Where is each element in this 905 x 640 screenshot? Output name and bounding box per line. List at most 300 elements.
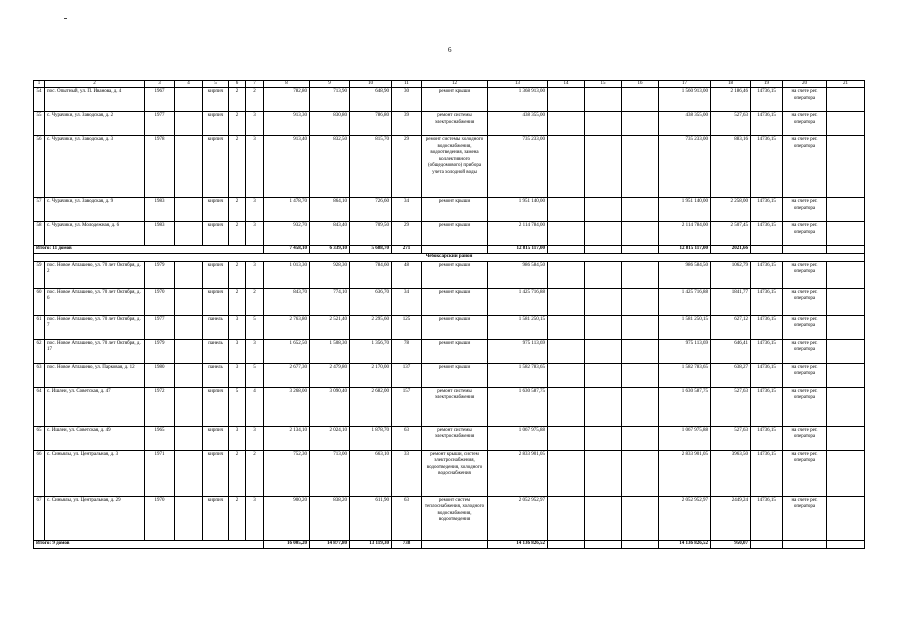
- total-area-cell: 3 268,00: [264, 387, 310, 426]
- empty-cell: [827, 540, 865, 548]
- address-cell: с. Синьялы, ул. Центральная, д. 3: [45, 450, 145, 496]
- cost-cell: 1 582 783,65: [488, 363, 548, 387]
- living-area-cell: 832,50: [310, 136, 350, 198]
- work-type-cell: ремонт системы электроснабжения: [422, 387, 488, 426]
- empty-cell: [751, 246, 783, 254]
- year-cell: 1977: [145, 315, 175, 339]
- residential-area-cell: 636,70: [350, 288, 392, 315]
- residents-cell: 34: [392, 198, 422, 222]
- empty-cell: [548, 261, 585, 288]
- empty-cell: [827, 426, 865, 450]
- living-area-cell: 2 521,40: [310, 315, 350, 339]
- floors-cell: 2: [229, 222, 246, 246]
- limit-cost-cell: 14736,15: [751, 198, 783, 222]
- cost-per-m2-cell: 2 258,00: [711, 198, 751, 222]
- cost-cell: 1 067 975,88: [488, 426, 548, 450]
- column-number-cell: 15: [585, 81, 622, 88]
- empty-cell: [175, 450, 203, 496]
- empty-cell: [548, 88, 585, 112]
- row-number: 63: [34, 363, 45, 387]
- residential-area-cell: 648,90: [350, 88, 392, 112]
- entrances-cell: 3: [246, 426, 264, 450]
- living-area-sum: 14 877,80: [310, 540, 350, 548]
- table-row: [34, 88, 865, 112]
- table-row: [34, 450, 865, 496]
- living-area-cell: 838,20: [310, 496, 350, 540]
- empty-cell: [585, 88, 622, 112]
- residential-area-cell: 786,80: [350, 112, 392, 136]
- row-number: 61: [34, 315, 45, 339]
- column-number-cell: 2: [45, 81, 145, 88]
- empty-cell: [827, 198, 865, 222]
- address-cell: с. Чурачики, ул. Заводская, д. 9: [45, 198, 145, 222]
- year-cell: 1972: [145, 387, 175, 426]
- living-area-cell: 830,80: [310, 112, 350, 136]
- row-number: 60: [34, 288, 45, 315]
- empty-cell: [175, 339, 203, 363]
- empty-cell: [827, 288, 865, 315]
- cost-sum: 12 815 117,00: [488, 246, 548, 254]
- total-cost-cell: 735 233,00: [659, 136, 711, 198]
- total-area-cell: 752,30: [264, 450, 310, 496]
- address-cell: пос. Новое Атлашево, ул. Парковая, д. 12: [45, 363, 145, 387]
- empty-cell: [548, 450, 585, 496]
- empty-cell: [622, 288, 659, 315]
- cost-per-m2-cell: 2449,24: [711, 496, 751, 540]
- cost-per-m2-cell: 527,63: [711, 387, 751, 426]
- empty-cell: [548, 246, 585, 254]
- wall-material-cell: кирпич: [203, 261, 229, 288]
- wall-material-cell: панель: [203, 339, 229, 363]
- empty-cell: [585, 387, 622, 426]
- column-number-cell: 1: [34, 81, 45, 88]
- empty-cell: [827, 450, 865, 496]
- limit-cost-cell: 14736,15: [751, 288, 783, 315]
- address-cell: с. Чурачики, ул. Заводская, д. 3: [45, 136, 145, 198]
- work-type-cell: ремонт крыши: [422, 363, 488, 387]
- total-area-cell: 2 763,80: [264, 315, 310, 339]
- residents-cell: 30: [392, 88, 422, 112]
- cost-per-m2-cell: 527,63: [711, 112, 751, 136]
- cost-per-m2-cell: 627,12: [711, 315, 751, 339]
- address-cell: пос. Новое Атлашево, ул. 70 лет Октября, д. 6: [45, 288, 145, 315]
- empty-cell: [585, 261, 622, 288]
- empty-cell: [175, 426, 203, 450]
- empty-cell: [548, 426, 585, 450]
- table-row: [34, 315, 865, 339]
- residents-sum: 738: [392, 540, 422, 548]
- living-area-cell: 864,10: [310, 198, 350, 222]
- row-number: 65: [34, 426, 45, 450]
- residents-cell: 34: [392, 288, 422, 315]
- floors-cell: 3: [229, 315, 246, 339]
- living-area-cell: 2 479,80: [310, 363, 350, 387]
- total-label: Итого: 9 домов: [34, 540, 264, 548]
- address-cell: с. Чурачики, ул. Заводская, д. 2: [45, 112, 145, 136]
- empty-cell: [585, 339, 622, 363]
- residential-area-cell: 2 170,00: [350, 363, 392, 387]
- column-number-cell: 6: [229, 81, 246, 88]
- cost-per-m2-cell: 2 186,46: [711, 88, 751, 112]
- total-cost-cell: 1 582 783,65: [659, 363, 711, 387]
- empty-cell: [827, 88, 865, 112]
- residents-cell: 63: [392, 426, 422, 450]
- residential-area-cell: 815,70: [350, 136, 392, 198]
- address-cell: пос. Новое Атлашево, ул. 70 лет Октября, д. 7: [45, 315, 145, 339]
- empty-cell: [175, 198, 203, 222]
- empty-cell: [827, 496, 865, 540]
- empty-cell: [622, 222, 659, 246]
- residential-area-cell: 1 356,70: [350, 339, 392, 363]
- empty-cell: [622, 450, 659, 496]
- floors-cell: 2: [229, 112, 246, 136]
- column-number-row: [34, 81, 865, 88]
- row-number: 66: [34, 450, 45, 496]
- total-area-sum: 16 005,20: [264, 540, 310, 548]
- empty-cell: [827, 136, 865, 198]
- residents-cell: 48: [392, 261, 422, 288]
- empty-cell: [585, 315, 622, 339]
- year-cell: 1967: [145, 88, 175, 112]
- column-number-cell: 21: [827, 81, 865, 88]
- residents-cell: 125: [392, 315, 422, 339]
- limit-cost-cell: 14736,15: [751, 222, 783, 246]
- table-row: [34, 112, 865, 136]
- living-area-sum: 6 339,10: [310, 246, 350, 254]
- column-number-cell: 4: [175, 81, 203, 88]
- column-number-cell: 13: [488, 81, 548, 88]
- living-area-cell: 713,90: [310, 88, 350, 112]
- empty-cell: [585, 198, 622, 222]
- entrances-cell: 3: [246, 198, 264, 222]
- empty-cell: [585, 426, 622, 450]
- row-number: 55: [34, 112, 45, 136]
- residential-area-cell: 1 878,70: [350, 426, 392, 450]
- empty-cell: [175, 496, 203, 540]
- empty-cell: [827, 387, 865, 426]
- work-type-cell: ремонт системы электроснабжения: [422, 426, 488, 450]
- floors-cell: 2: [229, 136, 246, 198]
- entrances-cell: 4: [246, 387, 264, 426]
- work-type-cell: ремонт крыши: [422, 339, 488, 363]
- empty-cell: [827, 246, 865, 254]
- total-cost-cell: 1 581 250,15: [659, 315, 711, 339]
- empty-cell: [175, 288, 203, 315]
- row-number: 54: [34, 88, 45, 112]
- empty-cell: [585, 246, 622, 254]
- floors-cell: 3: [229, 363, 246, 387]
- residential-area-cell: 611,90: [350, 496, 392, 540]
- cost-per-m2-cell: 3963,50: [711, 450, 751, 496]
- table-row: [34, 496, 865, 540]
- empty-cell: [548, 198, 585, 222]
- table-body: [34, 81, 865, 549]
- work-type-cell: ремонт крыши: [422, 315, 488, 339]
- column-number-cell: 17: [659, 81, 711, 88]
- empty-cell: [622, 339, 659, 363]
- entrances-cell: 5: [246, 363, 264, 387]
- residents-cell: 63: [392, 496, 422, 540]
- limit-cost-cell: 14736,15: [751, 112, 783, 136]
- table-row: [34, 288, 865, 315]
- column-number-cell: 9: [310, 81, 350, 88]
- total-row: [34, 246, 865, 254]
- total-area-cell: 1 652,50: [264, 339, 310, 363]
- year-cell: 1983: [145, 222, 175, 246]
- scan-speck: [64, 18, 67, 19]
- empty-cell: [783, 246, 827, 254]
- empty-cell: [622, 88, 659, 112]
- entrances-cell: 3: [246, 339, 264, 363]
- fund-method-cell: на счете рег. оператора: [783, 112, 827, 136]
- wall-material-cell: кирпич: [203, 288, 229, 315]
- empty-cell: [622, 136, 659, 198]
- total-area-cell: 1 013,30: [264, 261, 310, 288]
- cost-cell: 1 581 250,15: [488, 315, 548, 339]
- empty-cell: [548, 222, 585, 246]
- residential-area-sum: 13 119,30: [350, 540, 392, 548]
- living-area-cell: 3 090,40: [310, 387, 350, 426]
- limit-cost-cell: 14736,15: [751, 387, 783, 426]
- living-area-cell: 774,10: [310, 288, 350, 315]
- empty-cell: [585, 112, 622, 136]
- wall-material-cell: кирпич: [203, 88, 229, 112]
- total-area-cell: 932,70: [264, 222, 310, 246]
- total-area-cell: 913,30: [264, 112, 310, 136]
- empty-cell: [548, 112, 585, 136]
- total-area-cell: 782,80: [264, 88, 310, 112]
- floors-cell: 2: [229, 261, 246, 288]
- row-number: 56: [34, 136, 45, 198]
- residents-cell: 78: [392, 339, 422, 363]
- cost-cell: 2 833 901,05: [488, 450, 548, 496]
- work-type-cell: ремонт крыши, систем электроснабжения, водоотведения, холодного водоснабжения: [422, 450, 488, 496]
- empty-cell: [585, 136, 622, 198]
- empty-cell: [548, 496, 585, 540]
- fund-method-cell: на счете рег. оператора: [783, 426, 827, 450]
- entrances-cell: 3: [246, 222, 264, 246]
- fund-method-cell: на счете рег. оператора: [783, 339, 827, 363]
- limit-cost-cell: 14736,15: [751, 261, 783, 288]
- limit-cost-cell: 14736,15: [751, 363, 783, 387]
- empty-cell: [622, 261, 659, 288]
- total-cost-cell: 975 113,69: [659, 339, 711, 363]
- year-cell: 1979: [145, 261, 175, 288]
- column-number-cell: 19: [751, 81, 783, 88]
- entrances-cell: 3: [246, 112, 264, 136]
- total-cost-cell: 1 951 140,00: [659, 198, 711, 222]
- table-row: [34, 363, 865, 387]
- column-number-cell: 12: [422, 81, 488, 88]
- empty-cell: [585, 222, 622, 246]
- empty-cell: [622, 496, 659, 540]
- total-cost-cell: 1 560 913,00: [659, 88, 711, 112]
- address-cell: с. Чурачики, ул. Молодежная, д. 6: [45, 222, 145, 246]
- entrances-cell: 3: [246, 136, 264, 198]
- column-number-cell: 11: [392, 81, 422, 88]
- total-area-cell: 900,20: [264, 496, 310, 540]
- total-area-cell: 2 134,10: [264, 426, 310, 450]
- total-cost-cell: 2 052 952,97: [659, 496, 711, 540]
- empty-cell: [751, 540, 783, 548]
- row-number: 64: [34, 387, 45, 426]
- floors-cell: 2: [229, 198, 246, 222]
- empty-cell: [175, 261, 203, 288]
- work-type-cell: ремонт крыши: [422, 198, 488, 222]
- work-type-cell: ремонт крыши: [422, 288, 488, 315]
- address-cell: с. Синьялы, ул. Центральная, д. 29: [45, 496, 145, 540]
- address-cell: пос. Опытный, ул. П. Иванова, д. 4: [45, 88, 145, 112]
- total-label: Итого: 11 домов: [34, 246, 264, 254]
- empty-cell: [827, 339, 865, 363]
- table-row: [34, 198, 865, 222]
- cost-per-m2-avg: 950,07: [711, 540, 751, 548]
- wall-material-cell: панель: [203, 315, 229, 339]
- cost-cell: 735 233,00: [488, 136, 548, 198]
- limit-cost-cell: 14736,15: [751, 136, 783, 198]
- work-type-cell: ремонт крыши: [422, 88, 488, 112]
- entrances-cell: 3: [246, 261, 264, 288]
- living-area-cell: 2 024,10: [310, 426, 350, 450]
- total-cost-cell: 1 630 587,75: [659, 387, 711, 426]
- residents-cell: 39: [392, 112, 422, 136]
- total-cost-cell: 2 833 901,05: [659, 450, 711, 496]
- living-area-cell: 1 508,30: [310, 339, 350, 363]
- entrances-cell: 2: [246, 288, 264, 315]
- table-row: [34, 387, 865, 426]
- capital-repair-table: [33, 80, 865, 549]
- empty-cell: [175, 88, 203, 112]
- cost-cell: 2 114 784,00: [488, 222, 548, 246]
- wall-material-cell: кирпич: [203, 222, 229, 246]
- work-type-cell: ремонт крыши: [422, 261, 488, 288]
- work-type-cell: ремонт крыши: [422, 222, 488, 246]
- cost-per-m2-cell: 1841,77: [711, 288, 751, 315]
- floors-cell: 2: [229, 450, 246, 496]
- empty-cell: [827, 363, 865, 387]
- residents-cell: 33: [392, 450, 422, 496]
- year-cell: 1970: [145, 288, 175, 315]
- fund-method-cell: на счете рег. оператора: [783, 363, 827, 387]
- entrances-cell: 2: [246, 450, 264, 496]
- fund-method-cell: на счете рег. оператора: [783, 450, 827, 496]
- floors-cell: 2: [229, 88, 246, 112]
- wall-material-cell: кирпич: [203, 198, 229, 222]
- limit-cost-cell: 14736,15: [751, 426, 783, 450]
- wall-material-cell: кирпич: [203, 112, 229, 136]
- empty-cell: [827, 222, 865, 246]
- wall-material-cell: кирпич: [203, 387, 229, 426]
- empty-cell: [585, 288, 622, 315]
- wall-material-cell: кирпич: [203, 136, 229, 198]
- total-area-sum: 7 458,10: [264, 246, 310, 254]
- total-row: [34, 540, 865, 548]
- floors-cell: 3: [229, 339, 246, 363]
- year-cell: 1970: [145, 496, 175, 540]
- floors-cell: 2: [229, 288, 246, 315]
- total-cost-cell: 986 584,50: [659, 261, 711, 288]
- living-area-cell: 928,30: [310, 261, 350, 288]
- cost-cell: 438 355,00: [488, 112, 548, 136]
- total-cost-cell: 2 114 784,00: [659, 222, 711, 246]
- empty-cell: [783, 540, 827, 548]
- cost-cell: 1 368 913,00: [488, 88, 548, 112]
- empty-cell: [827, 112, 865, 136]
- total-cost-sum: 12 815 117,00: [659, 246, 711, 254]
- row-number: 59: [34, 261, 45, 288]
- empty-cell: [622, 198, 659, 222]
- total-cost-cell: 1 067 975,88: [659, 426, 711, 450]
- wall-material-cell: кирпич: [203, 426, 229, 450]
- total-area-cell: 1 478,70: [264, 198, 310, 222]
- entrances-cell: 5: [246, 315, 264, 339]
- district-heading-row: [34, 254, 865, 262]
- limit-cost-cell: 14736,15: [751, 315, 783, 339]
- empty-cell: [175, 363, 203, 387]
- table-row: [34, 261, 865, 288]
- empty-cell: [622, 363, 659, 387]
- fund-method-cell: на счете рег. оператора: [783, 288, 827, 315]
- column-number-cell: 10: [350, 81, 392, 88]
- cost-sum: 14 136 826,52: [488, 540, 548, 548]
- wall-material-cell: кирпич: [203, 496, 229, 540]
- row-number: 57: [34, 198, 45, 222]
- fund-method-cell: на счете рег. оператора: [783, 387, 827, 426]
- year-cell: 1979: [145, 339, 175, 363]
- empty-cell: [622, 112, 659, 136]
- wall-material-cell: кирпич: [203, 450, 229, 496]
- address-cell: с. Ишлеи, ул. Советская, д. 49: [45, 426, 145, 450]
- floors-cell: 3: [229, 426, 246, 450]
- year-cell: 1983: [145, 198, 175, 222]
- cost-cell: 1 951 140,00: [488, 198, 548, 222]
- work-type-cell: ремонт системы электроснабжения: [422, 112, 488, 136]
- empty-cell: [175, 315, 203, 339]
- empty-cell: [422, 246, 488, 254]
- total-area-cell: 2 677,30: [264, 363, 310, 387]
- table-row: [34, 136, 865, 198]
- column-number-cell: 3: [145, 81, 175, 88]
- column-number-cell: 8: [264, 81, 310, 88]
- cost-per-m2-cell: 638,27: [711, 363, 751, 387]
- fund-method-cell: на счете рег. оператора: [783, 198, 827, 222]
- total-area-cell: 843,70: [264, 288, 310, 315]
- empty-cell: [548, 315, 585, 339]
- fund-method-cell: на счете рег. оператора: [783, 496, 827, 540]
- column-number-cell: 16: [622, 81, 659, 88]
- empty-cell: [422, 540, 488, 548]
- residents-sum: 271: [392, 246, 422, 254]
- table-row: [34, 222, 865, 246]
- empty-cell: [585, 496, 622, 540]
- empty-cell: [585, 363, 622, 387]
- empty-cell: [548, 288, 585, 315]
- empty-cell: [585, 540, 622, 548]
- cost-cell: 1 630 587,75: [488, 387, 548, 426]
- limit-cost-cell: 14736,15: [751, 339, 783, 363]
- limit-cost-cell: 14736,15: [751, 496, 783, 540]
- page-number: 6: [448, 46, 452, 54]
- cost-per-m2-cell: 527,63: [711, 426, 751, 450]
- table-row: [34, 339, 865, 363]
- residential-area-cell: 2 295,60: [350, 315, 392, 339]
- year-cell: 1980: [145, 363, 175, 387]
- residents-cell: 137: [392, 363, 422, 387]
- cost-cell: 986 584,50: [488, 261, 548, 288]
- empty-cell: [548, 540, 585, 548]
- table-row: [34, 426, 865, 450]
- residents-cell: 29: [392, 136, 422, 198]
